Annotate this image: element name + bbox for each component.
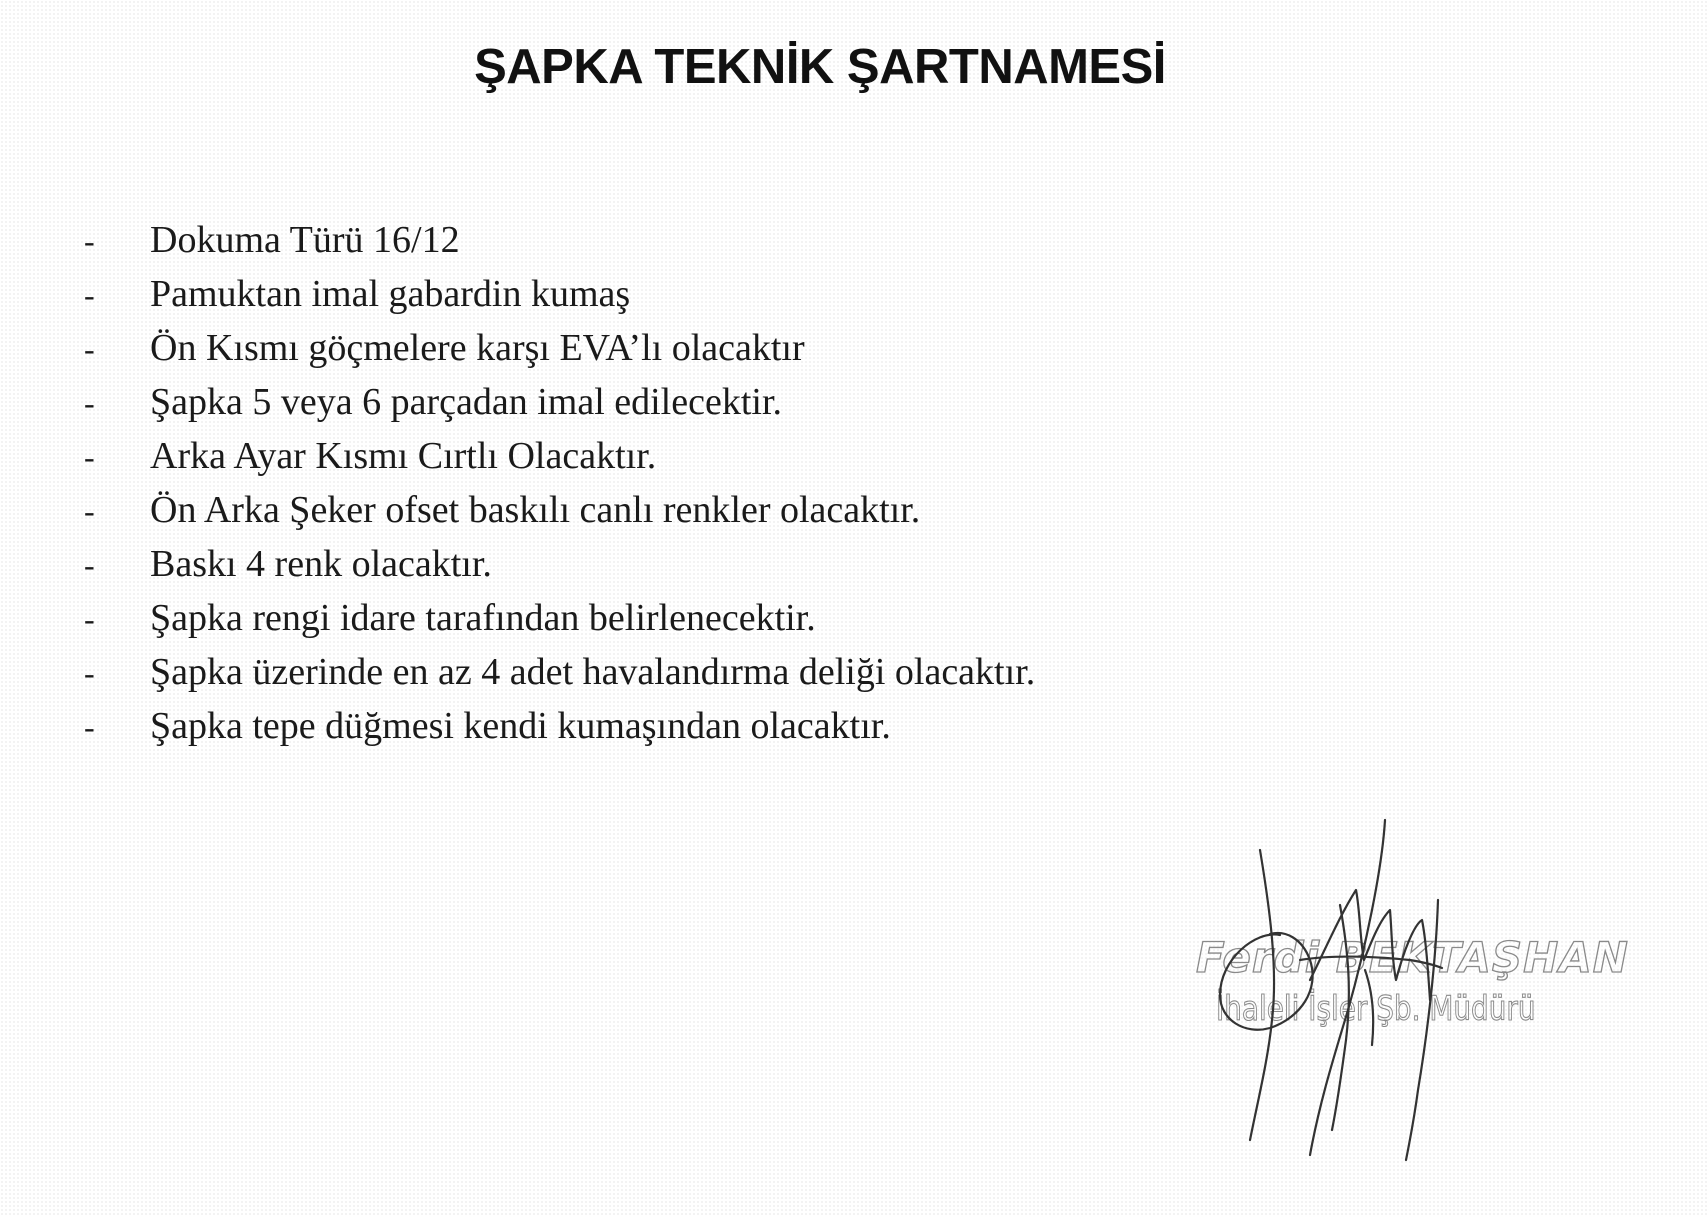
list-item-text: Ön Kısmı göçmelere karşı EVA’lı olacaktır <box>150 327 805 369</box>
list-item <box>84 375 1035 429</box>
list-item-text: Şapka 5 veya 6 parçadan imal edilecektir. <box>150 381 783 423</box>
handwritten-signature <box>1160 810 1600 1170</box>
list-item <box>84 483 1035 537</box>
list-item <box>84 699 1035 753</box>
list-item <box>84 645 1035 699</box>
list-item-text: Şapka tepe düğmesi kendi kumaşından olacaktır. <box>150 705 891 747</box>
bullet-dash: - <box>84 709 95 745</box>
list-item <box>84 429 1035 483</box>
specification-list <box>84 213 1035 753</box>
bullet-dash: - <box>84 655 95 691</box>
stamp-title: İhaleli İşler Şb. Müdürü <box>1216 989 1536 1029</box>
stamp-name: Ferdi BEKTAŞHAN <box>1196 933 1629 982</box>
bullet-dash: - <box>84 493 95 529</box>
list-item-text: Baskı 4 renk olacaktır. <box>150 543 492 585</box>
list-item-text: Pamuktan imal gabardin kumaş <box>150 273 631 315</box>
bullet-dash: - <box>84 601 95 637</box>
document-title: ŞAPKA TEKNİK ŞARTNAMESİ <box>474 40 1166 94</box>
list-item-text: Şapka rengi idare tarafından belirlenecektir. <box>150 597 816 639</box>
list-item-text: Şapka üzerinde en az 4 adet havalandırma deliği olacaktır. <box>150 651 1036 693</box>
bullet-dash: - <box>84 547 95 583</box>
list-item <box>84 213 1035 267</box>
list-item <box>84 267 1035 321</box>
bullet-dash: - <box>84 439 95 475</box>
list-item <box>84 321 1035 375</box>
list-item-text: Ön Arka Şeker ofset baskılı canlı renkler olacaktır. <box>150 489 921 531</box>
list-item <box>84 537 1035 591</box>
bullet-dash: - <box>84 331 95 367</box>
bullet-dash: - <box>84 385 95 421</box>
bullet-dash: - <box>84 223 95 259</box>
bullet-dash: - <box>84 277 95 313</box>
list-item-text: Dokuma Türü 16/12 <box>150 219 460 261</box>
list-item <box>84 591 1035 645</box>
list-item-text: Arka Ayar Kısmı Cırtlı Olacaktır. <box>150 435 657 477</box>
